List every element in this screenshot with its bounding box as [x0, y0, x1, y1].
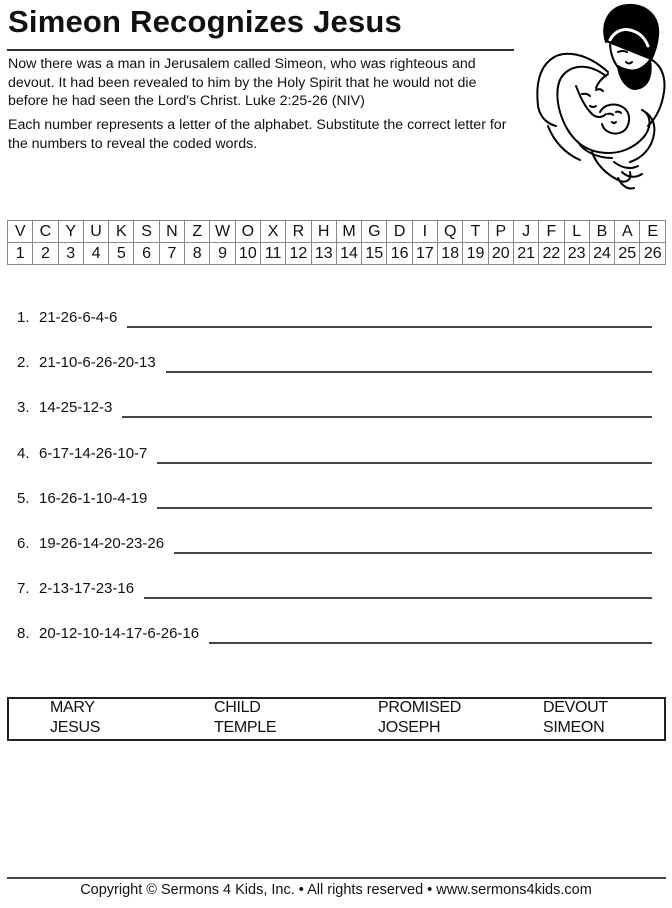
- cipher-number-cell: 8: [185, 243, 210, 265]
- cipher-number-cell: 17: [412, 243, 437, 265]
- cipher-letter-cell: C: [33, 221, 58, 243]
- holy-family-icon: [518, 2, 668, 194]
- cipher-letter-cell: F: [539, 221, 564, 243]
- answer-line[interactable]: [174, 552, 652, 554]
- puzzle-question: [17, 535, 652, 552]
- cipher-letter-cell: N: [159, 221, 184, 243]
- cipher-number-cell: 10: [235, 243, 260, 265]
- puzzle-question: [17, 490, 652, 507]
- cipher-letter-cell: Q: [438, 221, 463, 243]
- cipher-letter-cell: U: [83, 221, 108, 243]
- cipher-number-cell: 23: [564, 243, 589, 265]
- cipher-letter-cell: G: [362, 221, 387, 243]
- question-number: 5.: [17, 489, 30, 507]
- coded-word: 14-25-12-3: [39, 399, 113, 417]
- answer-line[interactable]: [127, 326, 652, 328]
- cipher-letter-cell: I: [412, 221, 437, 243]
- question-number: 2.: [17, 354, 30, 372]
- cipher-letter-cell: E: [640, 221, 666, 243]
- word-bank-word: PROMISED: [378, 699, 461, 716]
- cipher-letter-cell: W: [210, 221, 235, 243]
- cipher-number-cell: 26: [640, 243, 666, 265]
- word-bank-word: TEMPLE: [214, 719, 277, 736]
- cipher-letter-cell: Y: [58, 221, 83, 243]
- cipher-letter-cell: R: [286, 221, 311, 243]
- puzzle-question: [17, 580, 652, 597]
- puzzle-question: [17, 399, 652, 416]
- scripture-text: Now there was a man in Jerusalem called Simeon, who was righteous and devout. It had been revealed to him by the Holy Spirit that he would not die before he had seen the Lord's Christ. Luke 2:25-26 (NIV): [8, 56, 477, 109]
- cipher-number-cell: 9: [210, 243, 235, 265]
- puzzle-question: [17, 354, 652, 371]
- cipher-number-cell: 1: [8, 243, 33, 265]
- cipher-number-cell: 4: [83, 243, 108, 265]
- cipher-letter-cell: K: [109, 221, 134, 243]
- coded-word: 21-26-6-4-6: [39, 309, 118, 326]
- cipher-number-cell: 24: [589, 243, 614, 265]
- cipher-number-cell: 12: [286, 243, 311, 265]
- cipher-letter-cell: X: [260, 221, 285, 243]
- word-bank-word: JESUS: [50, 719, 101, 736]
- cipher-letters-row: [8, 221, 666, 243]
- answer-line[interactable]: [157, 462, 652, 464]
- footer-divider: [7, 877, 666, 879]
- puzzle-question: [17, 445, 652, 462]
- cipher-letter-cell: M: [336, 221, 361, 243]
- cipher-letter-cell: Z: [185, 221, 210, 243]
- cipher-number-cell: 7: [159, 243, 184, 265]
- question-number: 6.: [17, 535, 30, 552]
- question-number: 3.: [17, 399, 30, 417]
- cipher-number-cell: 6: [134, 243, 159, 265]
- cipher-number-cell: 15: [362, 243, 387, 265]
- cipher-number-cell: 3: [58, 243, 83, 265]
- question-number: 4.: [17, 444, 30, 462]
- cipher-number-cell: 19: [463, 243, 488, 265]
- coded-word: 2-13-17-23-16: [39, 580, 135, 598]
- cipher-letter-cell: D: [387, 221, 412, 243]
- cipher-letter-cell: O: [235, 221, 260, 243]
- cipher-number-cell: 2: [33, 243, 58, 265]
- worksheet-title: Simeon Recognizes Jesus: [8, 4, 402, 39]
- word-bank-word: SIMEON: [543, 719, 605, 736]
- coded-word: 19-26-14-20-23-26: [39, 535, 165, 552]
- cipher-letter-cell: J: [513, 221, 538, 243]
- word-bank-box: [7, 697, 666, 741]
- cipher-number-cell: 20: [488, 243, 513, 265]
- puzzle-question: [17, 625, 652, 642]
- copyright-footer: Copyright © Sermons 4 Kids, Inc. • All rights reserved • www.sermons4kids.com: [80, 882, 592, 898]
- word-bank-word: DEVOUT: [543, 699, 608, 716]
- word-bank-word: MARY: [50, 699, 95, 716]
- answer-line[interactable]: [166, 371, 652, 373]
- answer-line[interactable]: [209, 642, 652, 644]
- instructions-text: Each number represents a letter of the alphabet. Substitute the correct letter for the numbers to reveal the coded words.: [8, 117, 507, 152]
- cipher-number-cell: 18: [438, 243, 463, 265]
- cipher-numbers-row: [8, 243, 666, 265]
- coded-word: 20-12-10-14-17-6-26-16: [39, 625, 200, 643]
- question-number: 8.: [17, 625, 30, 643]
- cipher-number-cell: 21: [513, 243, 538, 265]
- cipher-key-table: [7, 220, 666, 265]
- cipher-letter-cell: L: [564, 221, 589, 243]
- cipher-letter-cell: P: [488, 221, 513, 243]
- cipher-number-cell: 16: [387, 243, 412, 265]
- coded-word: 21-10-6-26-20-13: [39, 354, 156, 372]
- answer-line[interactable]: [122, 416, 652, 418]
- cipher-number-cell: 22: [539, 243, 564, 265]
- question-number: 7.: [17, 580, 30, 598]
- cipher-number-cell: 13: [311, 243, 336, 265]
- cipher-number-cell: 14: [336, 243, 361, 265]
- cipher-letter-cell: S: [134, 221, 159, 243]
- cipher-letter-cell: H: [311, 221, 336, 243]
- cipher-letter-cell: B: [589, 221, 614, 243]
- cipher-number-cell: 5: [109, 243, 134, 265]
- puzzle-question: [17, 309, 652, 326]
- coded-word: 6-17-14-26-10-7: [39, 444, 148, 462]
- coded-word: 16-26-1-10-4-19: [39, 489, 148, 507]
- cipher-letter-cell: T: [463, 221, 488, 243]
- word-bank-word: CHILD: [214, 699, 261, 716]
- cipher-letter-cell: A: [615, 221, 640, 243]
- cipher-number-cell: 11: [260, 243, 285, 265]
- cipher-number-cell: 25: [615, 243, 640, 265]
- answer-line[interactable]: [144, 597, 652, 599]
- cipher-letter-cell: V: [8, 221, 33, 243]
- answer-line[interactable]: [157, 507, 652, 509]
- word-bank-word: JOSEPH: [378, 719, 441, 736]
- title-divider: [7, 49, 514, 51]
- question-number: 1.: [17, 309, 30, 326]
